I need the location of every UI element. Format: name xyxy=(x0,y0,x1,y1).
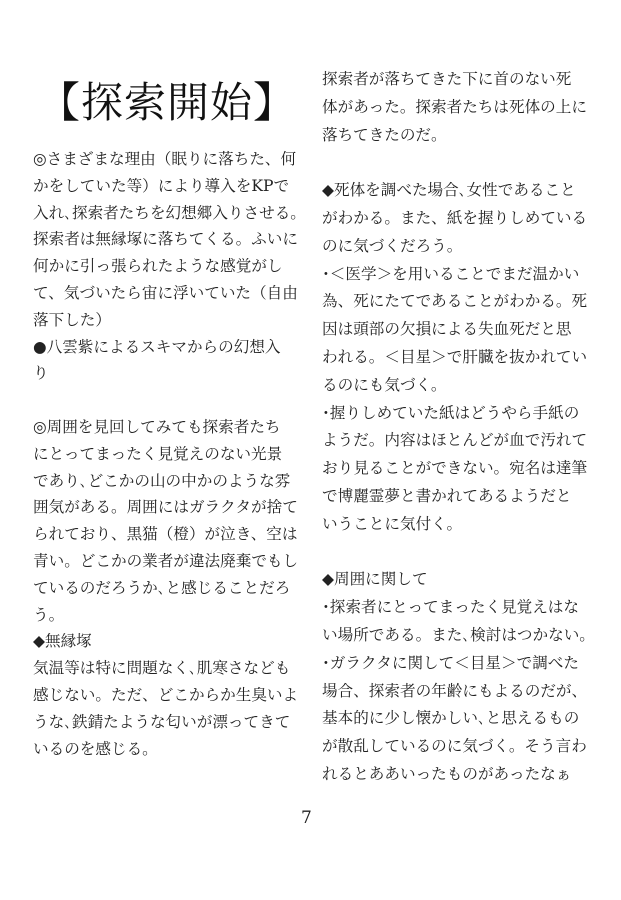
right-column xyxy=(322,66,595,789)
text-line: り xyxy=(33,364,49,383)
page-number: 7 xyxy=(301,808,312,828)
text-line: ◆死体を調べた場合､女性であること xyxy=(322,181,576,200)
text-line: われる。＜目星＞で肝臓を抜かれてい xyxy=(322,347,588,366)
text-line xyxy=(322,539,595,567)
text-line: 落ちてきたのだ。 xyxy=(322,125,447,144)
text-line: のに気づくだろう。 xyxy=(322,236,463,255)
text-line: ●八雲紫によるスキマからの幻想入 xyxy=(33,337,281,356)
text-line: 青い。どこかの業者が違法廃棄でもし xyxy=(33,551,299,570)
text-line: ･ガラクタに関して＜目星＞で調べた xyxy=(322,653,579,672)
text-line: ･探索者にとってまったく見覚えはな xyxy=(322,598,579,617)
text-line: いうことに気付く。 xyxy=(322,514,463,533)
text-line: う。 xyxy=(33,605,65,624)
text-line: れるとああいったものがあったなぁ xyxy=(322,764,572,783)
text-line xyxy=(322,149,595,177)
section-title: 【探索開始】 xyxy=(38,78,297,127)
text-line: られており、黒猫（橙）が泣き、空は xyxy=(33,525,298,544)
text-line: 因は頭部の欠損による失血死だと思 xyxy=(322,320,572,339)
text-line: 何かに引っ張られたような感覚がし xyxy=(33,257,283,276)
text-line: ･握りしめていた紙はどうやら手紙の xyxy=(322,403,580,422)
text-line: 探索者が落ちてきた下に首のない死 xyxy=(322,70,572,88)
text-line: ているのだろうか､と感じることだろ xyxy=(33,578,291,597)
text-line: 探索者は無縁塚に落ちてくる。ふいに xyxy=(33,230,298,249)
text-line: 囲気がある。周囲にはガラクタが捨て xyxy=(33,498,298,517)
text-line: ◎周囲を見回してみても探索者たち xyxy=(33,417,281,436)
text-line: 気温等は特に問題なく､肌寒さなども xyxy=(33,659,291,678)
text-line: 場合、探索者の年齢にもよるのだが、 xyxy=(322,681,588,700)
text-line: るのにも気づく。 xyxy=(322,375,447,394)
text-line: て、気づいたら宙に浮いていた（自由 xyxy=(33,283,298,302)
text-line: 体があった。探索者たちは死体の上に xyxy=(322,97,587,116)
text-line: が散乱しているのに気づく。そう言わ xyxy=(322,737,587,756)
text-line: ◆周囲に関して xyxy=(322,570,428,589)
text-line: ◆無縁塚 xyxy=(33,632,92,651)
text-line: 落下した） xyxy=(33,310,111,329)
text-line: 為、死にたてであることがわかる。死 xyxy=(322,292,588,311)
text-line: ようだ。内容はほとんどが血で汚れて xyxy=(322,431,588,450)
text-line: ･＜医学＞を用いることでまだ温かい xyxy=(322,264,580,283)
text-line: 入れ､探索者たちを幻想郷入りさせる。 xyxy=(33,203,306,222)
text-line: いるのを感じる。 xyxy=(33,739,158,758)
text-line: 感じない。ただ、どこからか生臭いよ xyxy=(33,685,299,704)
text-line: で博麗霊夢と書かれてあるようだと xyxy=(322,486,572,505)
text-line: おり見ることができない。宛名は達筆 xyxy=(322,459,588,478)
left-column xyxy=(33,146,306,762)
text-line: がわかる。また、紙を握りしめている xyxy=(322,208,588,227)
text-line: にとってまったく見覚えのない光景 xyxy=(33,444,283,463)
text-line: うな､鉄錆たような匂いが漂ってきて xyxy=(33,712,291,731)
text-line: 基本的に少し懐かしい､と思えるもの xyxy=(322,709,580,728)
text-line: かをしていた等）により導入をKPで xyxy=(33,176,290,195)
text-line: い場所である。また､検討はつかない。 xyxy=(322,625,595,644)
text-line: であり､どこかの山の中かのような雰 xyxy=(33,471,291,490)
text-line xyxy=(33,387,306,414)
text-line: ◎さまざまな理由（眠りに落ちた、何 xyxy=(33,150,297,168)
